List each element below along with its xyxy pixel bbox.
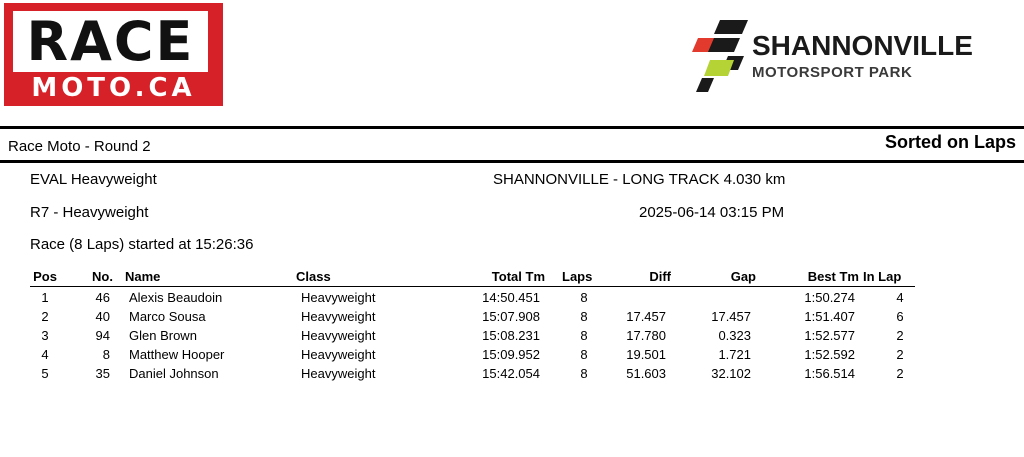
race-moto-logo [4, 3, 223, 106]
cell-diff: 17.457 [626, 309, 666, 324]
cell-inlap: 2 [896, 347, 904, 362]
cell-name: Glen Brown [129, 328, 197, 343]
cell-class: Heavyweight [301, 328, 376, 343]
cell-inlap: 6 [896, 309, 904, 324]
cell-gap: 32.102 [711, 366, 751, 381]
cell-diff: 19.501 [626, 347, 666, 362]
cell-laps: 8 [580, 309, 588, 324]
cell-inlap: 2 [896, 328, 904, 343]
cell-pos: 1 [41, 290, 49, 305]
cell-gap: 0.323 [718, 328, 751, 343]
cell-pos: 5 [41, 366, 49, 381]
cell-total: 15:08.231 [482, 328, 540, 343]
cell-total: 15:07.908 [482, 309, 540, 324]
table-row [0, 366, 1024, 385]
shannonville-logo-sub: MOTORSPORT PARK [752, 64, 913, 81]
col-header-pos: Pos [33, 269, 57, 284]
cell-pos: 2 [41, 309, 49, 324]
col-header-name: Name [125, 269, 161, 284]
table-row [0, 309, 1024, 328]
cell-pos: 4 [41, 347, 49, 362]
cell-inlap: 4 [896, 290, 904, 305]
cell-total: 15:09.952 [482, 347, 540, 362]
cell-name: Alexis Beaudoin [129, 290, 223, 305]
race-moto-logo-race: RACE [26, 10, 195, 73]
cell-no: 94 [95, 328, 110, 343]
header-bottom-rule [0, 160, 1024, 163]
cell-class: Heavyweight [301, 347, 376, 362]
event-title: Race Moto - Round 2 [8, 138, 151, 155]
race-moto-logo-moto: MOTO.CA [31, 73, 196, 103]
table-row [0, 328, 1024, 347]
col-header-best: Best Tm [807, 269, 859, 284]
cell-pos: 3 [41, 328, 49, 343]
cell-class: Heavyweight [301, 290, 376, 305]
col-header-diff: Diff [649, 269, 671, 284]
cell-total: 15:42.054 [482, 366, 540, 381]
class-name: EVAL Heavyweight [30, 171, 157, 188]
cell-diff: 17.780 [626, 328, 666, 343]
cell-best: 1:51.407 [804, 309, 855, 324]
cell-best: 1:52.577 [804, 328, 855, 343]
cell-laps: 8 [580, 328, 588, 343]
col-header-inlap-text: In Lap [863, 269, 902, 284]
cell-total: 14:50.451 [482, 290, 540, 305]
cell-no: 35 [95, 366, 110, 381]
cell-class: Heavyweight [301, 309, 376, 324]
cell-no: 8 [102, 347, 110, 362]
session-name: R7 - Heavyweight [30, 204, 149, 221]
cell-name: Marco Sousa [129, 309, 206, 324]
table-row [0, 290, 1024, 309]
header-top-rule [0, 126, 1024, 129]
race-start: Race (8 Laps) started at 15:26:36 [30, 236, 254, 253]
cell-gap: 17.457 [711, 309, 751, 324]
shannonville-logo [690, 20, 1020, 95]
col-header-no: No. [92, 269, 113, 284]
col-header-inlap [863, 269, 911, 284]
cell-no: 40 [95, 309, 110, 324]
table-header-rule [30, 286, 915, 287]
checkered-flag-icon [690, 20, 750, 95]
cell-class: Heavyweight [301, 366, 376, 381]
track-name: SHANNONVILLE - LONG TRACK 4.030 km [493, 171, 786, 188]
cell-laps: 8 [580, 290, 588, 305]
cell-laps: 8 [580, 347, 588, 362]
cell-best: 1:50.274 [804, 290, 855, 305]
cell-no: 46 [95, 290, 110, 305]
cell-diff: 51.603 [626, 366, 666, 381]
col-header-laps: Laps [562, 269, 593, 284]
col-header-gap: Gap [730, 269, 756, 284]
col-header-total: Total Tm [491, 269, 545, 284]
shannonville-logo-name: SHANNONVILLE [752, 30, 973, 61]
cell-laps: 8 [580, 366, 588, 381]
cell-best: 1:56.514 [804, 366, 855, 381]
cell-name: Daniel Johnson [129, 366, 219, 381]
cell-inlap: 2 [896, 366, 904, 381]
cell-gap: 1.721 [718, 347, 751, 362]
table-row [0, 347, 1024, 366]
cell-name: Matthew Hooper [129, 347, 225, 362]
sort-label: Sorted on Laps [884, 132, 1016, 152]
col-header-class: Class [296, 269, 331, 284]
cell-best: 1:52.592 [804, 347, 855, 362]
session-datetime: 2025-06-14 03:15 PM [639, 204, 785, 221]
race-moto-logo-panel [13, 11, 208, 72]
